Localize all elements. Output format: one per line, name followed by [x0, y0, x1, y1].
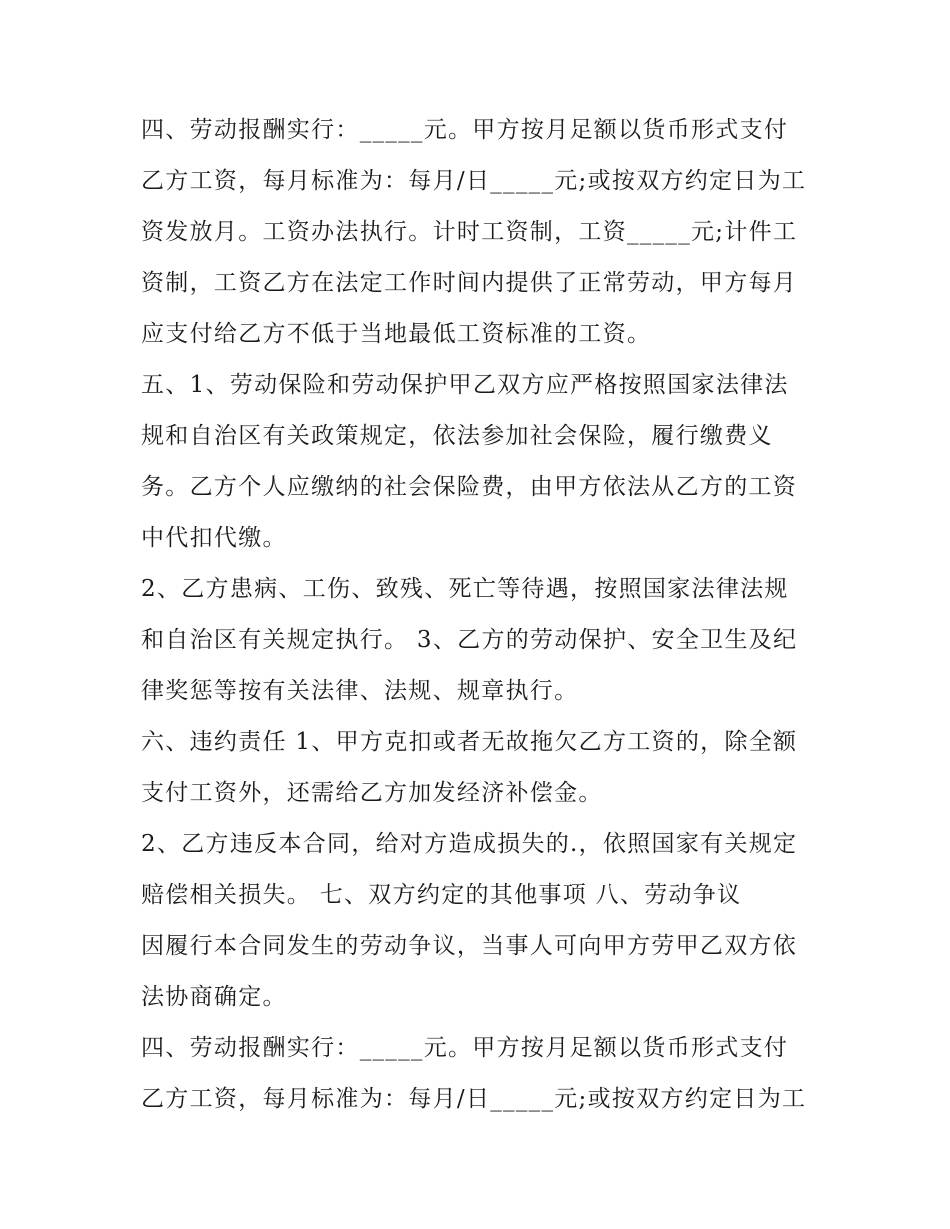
text-line: 法协商确定。 — [141, 984, 287, 1010]
text-line: 五、1、劳动保险和劳动保护甲乙双方应严格按照国家法律法 — [141, 372, 789, 398]
text-line: 中代扣代缴。 — [141, 525, 287, 551]
text-line: 资制，工资乙方在法定工作时间内提供了正常劳动，甲方每月 — [141, 270, 798, 296]
text-line: 四、劳动报酬实行：_____元。甲方按月足额以货币形式支付 — [141, 117, 789, 143]
text-line: 2、乙方违反本合同，给对方造成损失的.，依照国家有关规定 — [141, 831, 798, 857]
text-line: 应支付给乙方不低于当地最低工资标准的工资。 — [141, 321, 652, 347]
document-body — [141, 105, 813, 1125]
text-line: 支付工资外，还需给乙方加发经济补偿金。 — [141, 780, 603, 806]
text-line: 赔偿相关损失。 七、双方约定的其他事项 八、劳动争议 — [141, 882, 742, 908]
text-line: 因履行本合同发生的劳动争议，当事人可向甲方劳甲乙双方依 — [141, 933, 798, 959]
text-line: 六、违约责任 1、甲方克扣或者无故拖欠乙方工资的，除全额 — [141, 729, 798, 755]
text-line: 规和自治区有关政策规定，依法参加社会保险，履行缴费义 — [141, 423, 773, 449]
text-line: 和自治区有关规定执行。 3、乙方的劳动保护、安全卫生及纪 — [141, 627, 798, 653]
text-line: 务。乙方个人应缴纳的社会保险费，由甲方依法从乙方的工资 — [141, 474, 798, 500]
text-line: 2、乙方患病、工伤、致残、死亡等待遇，按照国家法律法规 — [141, 576, 789, 602]
text-line: 乙方工资，每月标准为：每月/日_____元;或按双方约定日为工 — [141, 1086, 807, 1112]
text-line: 资发放月。工资办法执行。计时工资制，工资_____元;计件工 — [141, 219, 798, 245]
text-line: 乙方工资，每月标准为：每月/日_____元;或按双方约定日为工 — [141, 168, 807, 194]
text-line: 律奖惩等按有关法律、法规、规章执行。 — [141, 678, 579, 704]
text-line: 四、劳动报酬实行：_____元。甲方按月足额以货币形式支付 — [141, 1035, 789, 1061]
